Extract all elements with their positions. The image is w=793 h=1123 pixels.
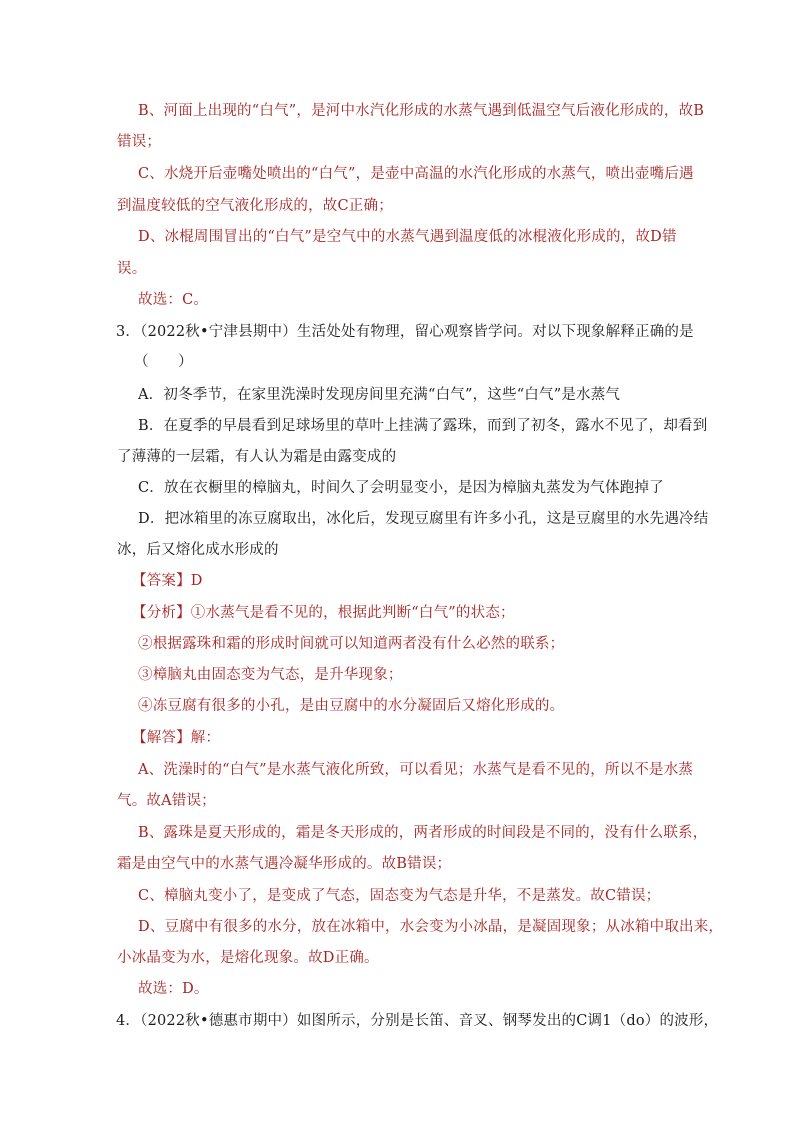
q3-stem-line1: 3．（2022秋•宁津县期中）生活处处有物理，留心观察皆学问。对以下现象解释正确的是: [116, 324, 694, 340]
q3-solution-c: C、樟脑丸变小了，是变成了气态，固态变为气态是升华，不是蒸发。故C错误；: [138, 888, 661, 904]
q3-option-d-line2: 冰，后又熔化成水形成的: [117, 542, 279, 558]
q3-analysis-4: ④冻豆腐有很多的小孔，是由豆腐中的水分凝固后又熔化形成的。: [138, 698, 565, 714]
prev-solution-d-line2: 误。: [117, 261, 147, 277]
q3-solution-a-line1: A、洗澡时的“白气”是水蒸气液化所致，可以看见；水蒸气是看不见的，所以不是水蒸: [138, 762, 694, 778]
prev-solution-c-line1: C、水烧开后壶嘴处喷出的“白气”，是壶中高温的水汽化形成的水蒸气，喷出壶嘴后遇: [138, 166, 694, 182]
q3-solution-d-line2: 小冰晶变为水，是熔化现象。故D正确。: [117, 950, 379, 966]
q3-analysis-2: ②根据露珠和霜的形成时间就可以知道两者没有什么必然的联系；: [138, 636, 565, 652]
q3-analysis-1: 【分析】①水蒸气是看不见的，根据此判断“白气”的状态；: [132, 605, 515, 621]
q3-solution-d-line1: D、豆腐中有很多的水分，放在冰箱中，水会变为小冰晶，是凝固现象；从冰箱中取出来，: [138, 919, 724, 935]
q3-option-b-line2: 了薄薄的一层霜，有人认为霜是由露变成的: [117, 449, 397, 465]
q3-solution-heading: 【解答】解：: [132, 730, 221, 746]
q3-option-a: A．初冬季节，在家里洗澡时发现房间里充满“白气”，这些“白气”是水蒸气: [138, 387, 621, 403]
q3-option-b-line1: B．在夏季的早晨看到足球场里的草叶上挂满了露珠，而到了初冬，露水不见了，却看到: [138, 418, 708, 434]
prev-solution-b-line2: 错误；: [117, 134, 162, 150]
prev-solution-d-line1: D、冰棍周围冒出的“白气”是空气中的水蒸气遇到温度低的冰棍液化形成的，故D错: [138, 229, 677, 245]
q3-solution-a-line2: 气。故A错误；: [117, 793, 216, 809]
q3-analysis-3: ③樟脑丸由固态变为气态，是升华现象；: [138, 667, 403, 683]
q3-solution-b-line2: 霜是由空气中的水蒸气遇冷凝华形成的。故B错误；: [117, 856, 452, 872]
prev-solution-choice: 故选：C。: [138, 292, 209, 308]
q3-solution-b-line1: B、露珠是夏天形成的，霜是冬天形成的，两者形成的时间段是不同的，没有什么联系，: [138, 825, 708, 841]
q3-option-d-line1: D．把冰箱里的冻豆腐取出，冰化后，发现豆腐里有许多小孔，这是豆腐里的水先遇冷结: [138, 511, 709, 527]
q3-solution-choice: 故选：D。: [138, 981, 209, 997]
q3-answer: 【答案】D: [132, 573, 203, 589]
q4-stem-line1: 4．（2022秋•德惠市期中）如图所示，分别是长笛、音叉、钢琴发出的C调1（do）的波形，: [116, 1013, 719, 1029]
prev-solution-c-line2: 到温度较低的空气液化形成的，故C正确；: [117, 198, 393, 214]
q3-option-c: C．放在衣橱里的樟脑丸，时间久了会明显变小，是因为樟脑丸蒸发为气体跑掉了: [138, 480, 664, 496]
prev-solution-b-line1: B、河面上出现的“白气”，是河中水汽化形成的水蒸气遇到低温空气后液化形成的，故B: [138, 103, 705, 119]
q3-stem-line2: （ ）: [134, 354, 193, 370]
